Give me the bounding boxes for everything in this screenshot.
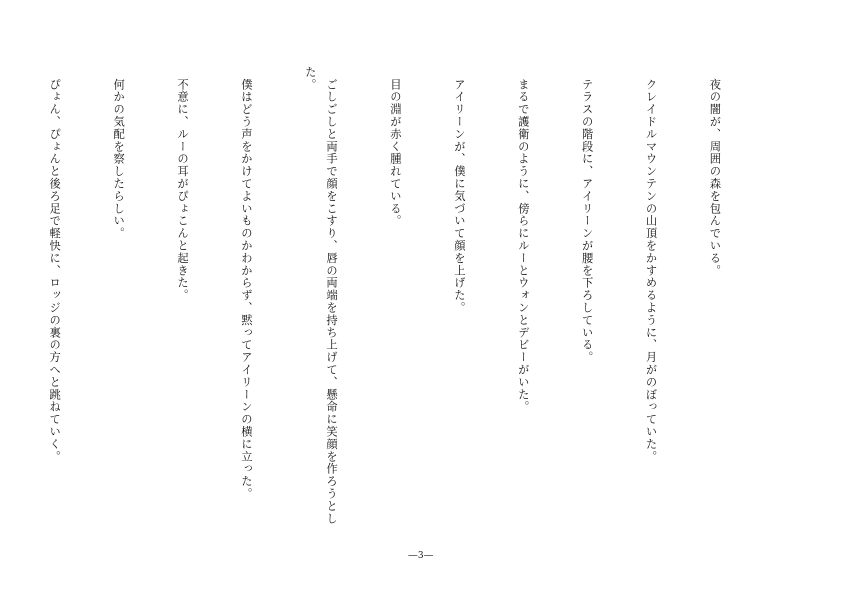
paragraph-5: アイリーンが、僕に気づいて顔を上げた。: [452, 66, 466, 314]
paragraph-2: クレイドルマウンテンの山頂をかすめるように、月がのぼっていた。: [644, 66, 658, 463]
paragraph-10: 何かの気配を察したらしい。: [112, 66, 126, 240]
paragraph-7: ごしごしと両手で顔をこすり、唇の両端を持ち上げて、懸命に笑顔を作ろうとした。: [303, 66, 339, 525]
page-number: ―3―: [408, 551, 434, 561]
paragraph-9: 不意に、ルーの耳がぴょこんと起きた。: [175, 66, 189, 302]
paragraph-4: まるで護衛のように、傍らにルーとウォンとデビーがいた。: [516, 66, 530, 414]
paragraph-11: ぴょん、ぴょんと後ろ足で軽快に、ロッジの裏の方へと跳ねていく。: [48, 66, 62, 463]
paragraph-8: 僕はどう声をかけてよいものかわからず、黙ってアイリーンの横に立った。: [239, 66, 253, 500]
paragraph-1: 夜の闇が、周囲の森を包んでいる。: [708, 66, 722, 277]
paragraph-6: 目の淵が赤く腫れている。: [388, 66, 402, 228]
vertical-text-body: [0, 66, 768, 534]
paragraph-12: [0, 66, 1, 534]
paragraph-3: テラスの階段に、アイリーンが腰を下ろしている。: [580, 66, 594, 364]
